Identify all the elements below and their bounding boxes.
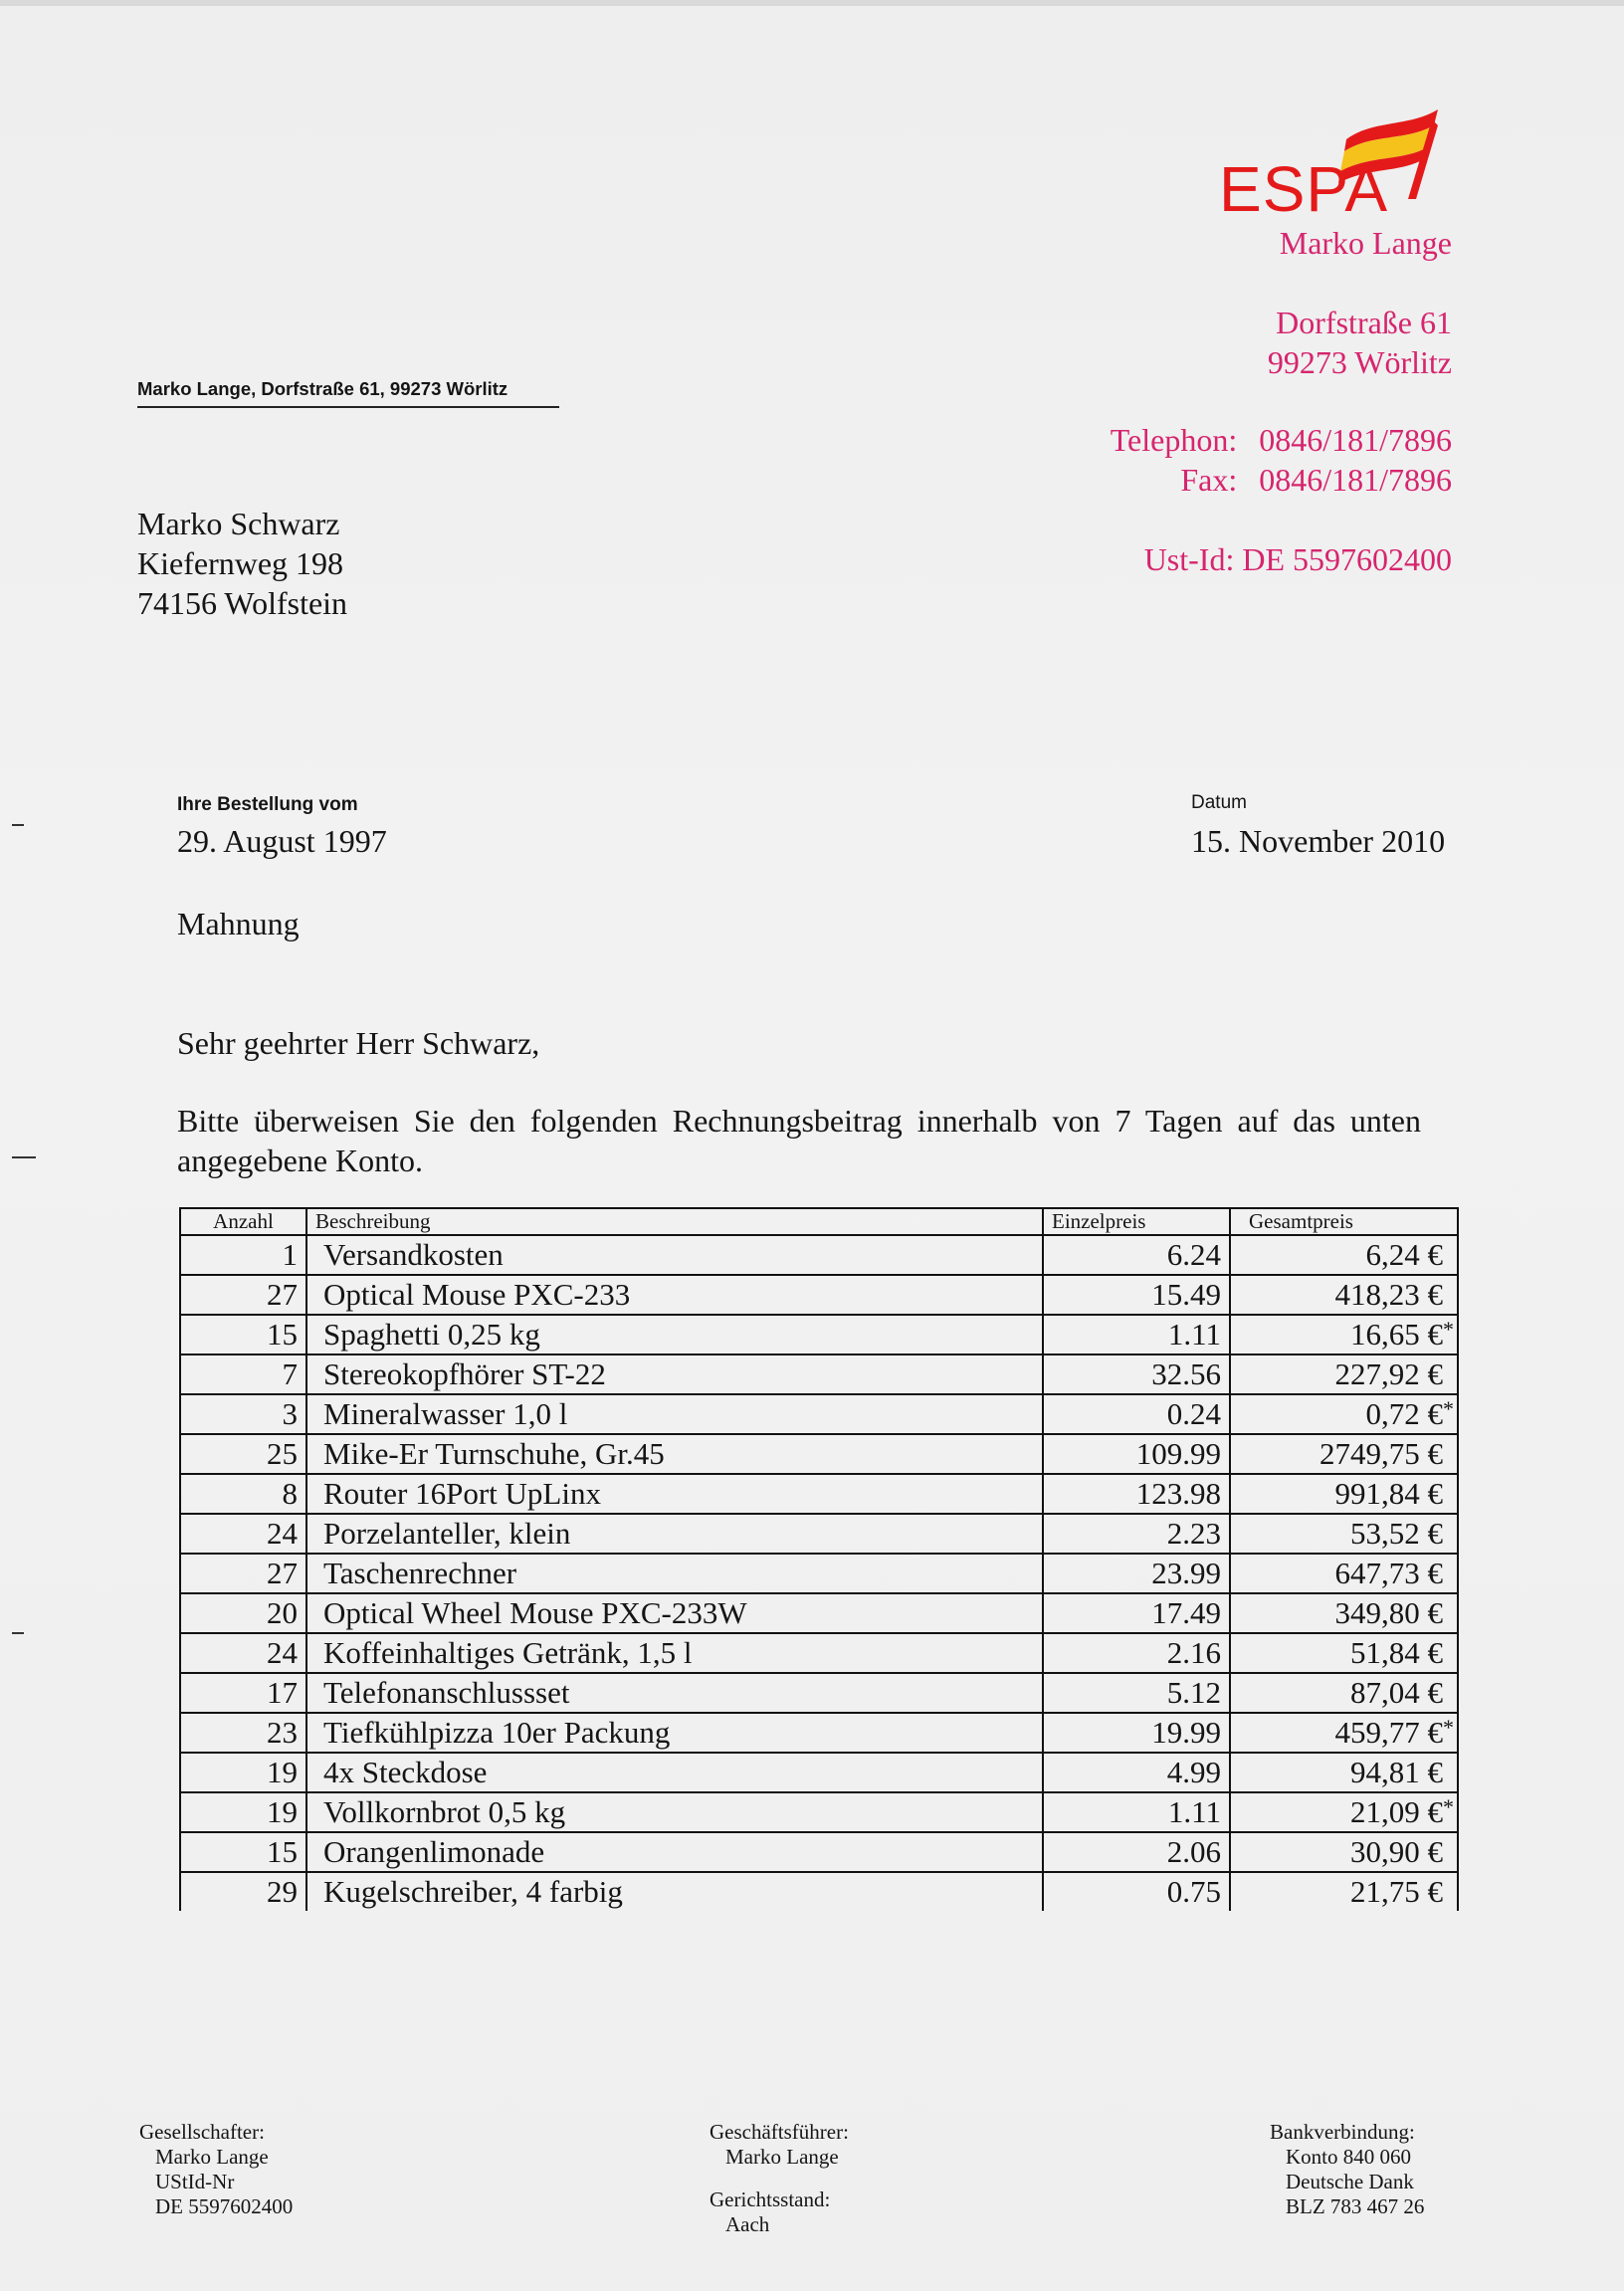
row-total-price: 2749,75 €	[1320, 1436, 1443, 1471]
fold-mark	[12, 1632, 24, 1634]
row-unit-price: 6.24	[1166, 1237, 1221, 1272]
row-description: Taschenrechner	[323, 1556, 517, 1590]
table-header-row	[180, 1208, 1458, 1235]
row-footnote-mark: *	[1443, 1794, 1454, 1819]
table-row	[180, 1394, 1458, 1434]
table-row	[180, 1235, 1458, 1275]
footer-management	[710, 2120, 849, 2237]
row-description: Spaghetti 0,25 kg	[323, 1317, 540, 1352]
footer-partners-line: Marko Lange	[155, 2145, 269, 2169]
row-unit-price: 2.06	[1166, 1834, 1221, 1869]
row-total-price: 30,90 €	[1350, 1834, 1443, 1869]
row-unit-price: 2.16	[1166, 1635, 1221, 1670]
row-unit-price: 109.99	[1135, 1436, 1221, 1471]
row-description: Router 16Port UpLinx	[323, 1476, 601, 1511]
row-unit-price: 1.11	[1167, 1794, 1221, 1829]
scan-edge	[0, 0, 1624, 6]
row-quantity: 29	[267, 1874, 298, 1909]
body-paragraph: Bitte überweisen Sie den folgenden Rechnungsbeitrag innerhalb von 7 Tagen auf das unten angegebene Konto.	[177, 1103, 1421, 1178]
phone-label: Telephon:	[1110, 422, 1238, 458]
table-row	[180, 1275, 1458, 1315]
row-total-price: 21,75 €	[1350, 1874, 1443, 1909]
row-quantity: 20	[267, 1595, 298, 1630]
punch-mark	[12, 1156, 36, 1158]
table-row	[180, 1872, 1458, 1911]
footer-jurisdiction-title: Gerichtsstand:	[710, 2187, 831, 2211]
row-total-price: 87,04 €	[1350, 1675, 1443, 1710]
row-unit-price: 123.98	[1135, 1476, 1221, 1511]
row-total-price: 418,23 €	[1334, 1277, 1443, 1312]
row-total-price: 53,52 €	[1350, 1516, 1443, 1551]
row-unit-price: 32.56	[1151, 1356, 1221, 1391]
table-row	[180, 1753, 1458, 1792]
header-quantity: Anzahl	[180, 1208, 306, 1235]
table-row	[180, 1832, 1458, 1872]
table-row	[180, 1474, 1458, 1514]
footer-management-line: Marko Lange	[725, 2145, 839, 2169]
row-total-price: 6,24 €	[1365, 1237, 1443, 1272]
row-description: Mike-Er Turnschuhe, Gr.45	[323, 1436, 665, 1471]
order-date-label: Ihre Bestellung vom	[177, 794, 358, 815]
row-description: Porzelanteller, klein	[323, 1516, 571, 1551]
row-quantity: 15	[267, 1317, 298, 1352]
table-row	[180, 1713, 1458, 1753]
row-quantity: 1	[282, 1237, 298, 1272]
row-unit-price: 5.12	[1166, 1675, 1221, 1710]
table-row	[180, 1593, 1458, 1633]
row-total-price: 94,81 €	[1350, 1755, 1443, 1789]
table-row	[180, 1434, 1458, 1474]
footer-jurisdiction-line: Aach	[725, 2212, 770, 2236]
row-total-price: 991,84 €	[1334, 1476, 1443, 1511]
recipient-city: 74156 Wolfstein	[137, 585, 348, 621]
row-description: Telefonanschlussset	[323, 1675, 570, 1710]
row-description: 4x Steckdose	[323, 1755, 488, 1789]
footer-bank	[1270, 2120, 1424, 2219]
footer-bank-line: Konto 840 060	[1286, 2145, 1411, 2169]
row-unit-price: 2.23	[1166, 1516, 1221, 1551]
row-quantity: 7	[282, 1356, 298, 1391]
return-address: Marko Lange, Dorfstraße 61, 99273 Wörlitz	[137, 378, 559, 408]
row-quantity: 8	[282, 1476, 298, 1511]
row-unit-price: 15.49	[1151, 1277, 1221, 1312]
order-date: 29. August 1997	[177, 823, 387, 859]
header-description: Beschreibung	[306, 1208, 1043, 1235]
table-row	[180, 1315, 1458, 1354]
recipient-name: Marko Schwarz	[137, 506, 340, 541]
row-total-price: 16,65 €	[1350, 1317, 1443, 1352]
logo-text: ESPA	[1219, 153, 1388, 225]
recipient-address	[137, 504, 347, 623]
footer-management-title: Geschäftsführer:	[710, 2120, 849, 2144]
sender-contact	[1111, 422, 1452, 499]
sender-city: 99273 Wörlitz	[1267, 344, 1452, 380]
row-quantity: 24	[267, 1516, 298, 1551]
footer-bank-line: BLZ 783 467 26	[1286, 2194, 1425, 2218]
row-unit-price: 19.99	[1151, 1715, 1221, 1750]
table-row	[180, 1792, 1458, 1832]
row-footnote-mark: *	[1443, 1317, 1454, 1342]
header-unit-price: Einzelpreis	[1043, 1208, 1230, 1235]
row-description: Kugelschreiber, 4 farbig	[323, 1874, 623, 1909]
row-quantity: 17	[267, 1675, 298, 1710]
row-unit-price: 4.99	[1166, 1755, 1221, 1789]
table-row	[180, 1673, 1458, 1713]
footer-bank-title: Bankverbindung:	[1270, 2120, 1415, 2144]
phone-number: 0846/181/7896	[1259, 422, 1452, 458]
row-description: Tiefkühlpizza 10er Packung	[323, 1715, 671, 1750]
row-description: Mineralwasser 1,0 l	[323, 1396, 568, 1431]
row-description: Orangenlimonade	[323, 1834, 545, 1869]
fold-mark	[12, 824, 24, 826]
row-unit-price: 23.99	[1151, 1556, 1221, 1590]
row-quantity: 3	[282, 1396, 298, 1431]
row-footnote-mark: *	[1443, 1715, 1454, 1740]
row-unit-price: 0.75	[1166, 1874, 1221, 1909]
row-total-price: 21,09 €	[1350, 1794, 1443, 1829]
row-quantity: 23	[267, 1715, 298, 1750]
row-quantity: 24	[267, 1635, 298, 1670]
row-quantity: 19	[267, 1755, 298, 1789]
row-total-price: 459,77 €	[1334, 1715, 1443, 1750]
row-total-price: 349,80 €	[1334, 1595, 1443, 1630]
company-logo	[1219, 100, 1468, 229]
table-row	[180, 1354, 1458, 1394]
row-total-price: 227,92 €	[1334, 1356, 1443, 1391]
sender-ustid: Ust-Id: DE 5597602400	[1143, 541, 1452, 577]
subject-line: Mahnung	[177, 906, 300, 941]
table-row	[180, 1633, 1458, 1673]
header-total-price: Gesamtpreis	[1230, 1208, 1458, 1235]
table-row	[180, 1514, 1458, 1554]
row-description: Stereokopfhörer ST-22	[323, 1356, 606, 1391]
sender-name: Marko Lange	[1279, 225, 1452, 261]
fax-number: 0846/181/7896	[1259, 462, 1452, 498]
row-description: Optical Wheel Mouse PXC-233W	[323, 1595, 747, 1630]
letter-date: 15. November 2010	[1191, 823, 1446, 859]
recipient-street: Kiefernweg 198	[137, 545, 344, 581]
row-total-price: 51,84 €	[1350, 1635, 1443, 1670]
salutation: Sehr geehrter Herr Schwarz,	[177, 1025, 540, 1061]
invoice-table	[179, 1207, 1459, 1911]
row-quantity: 25	[267, 1436, 298, 1471]
row-description: Vollkornbrot 0,5 kg	[323, 1794, 566, 1829]
row-total-price: 0,72 €	[1365, 1396, 1443, 1431]
row-quantity: 27	[267, 1556, 298, 1590]
letter-date-label: Datum	[1191, 792, 1247, 813]
footer-partners	[139, 2120, 293, 2219]
footer-partners-line: DE 5597602400	[155, 2194, 294, 2218]
row-quantity: 27	[267, 1277, 298, 1312]
row-description: Optical Mouse PXC-233	[323, 1277, 631, 1312]
table-row	[180, 1554, 1458, 1593]
row-footnote-mark: *	[1443, 1396, 1454, 1421]
footer-bank-line: Deutsche Dank	[1286, 2170, 1414, 2193]
row-unit-price: 0.24	[1166, 1396, 1221, 1431]
footer-partners-title: Gesellschafter:	[139, 2120, 265, 2144]
row-total-price: 647,73 €	[1334, 1556, 1443, 1590]
footer-partners-line: UStId-Nr	[155, 2170, 235, 2193]
row-unit-price: 17.49	[1151, 1595, 1221, 1630]
row-description: Koffeinhaltiges Getränk, 1,5 l	[323, 1635, 693, 1670]
sender-street: Dorfstraße 61	[1276, 305, 1452, 340]
fax-label: Fax:	[1180, 462, 1238, 498]
row-unit-price: 1.11	[1167, 1317, 1221, 1352]
row-quantity: 15	[267, 1834, 298, 1869]
row-quantity: 19	[267, 1794, 298, 1829]
row-description: Versandkosten	[323, 1237, 504, 1272]
